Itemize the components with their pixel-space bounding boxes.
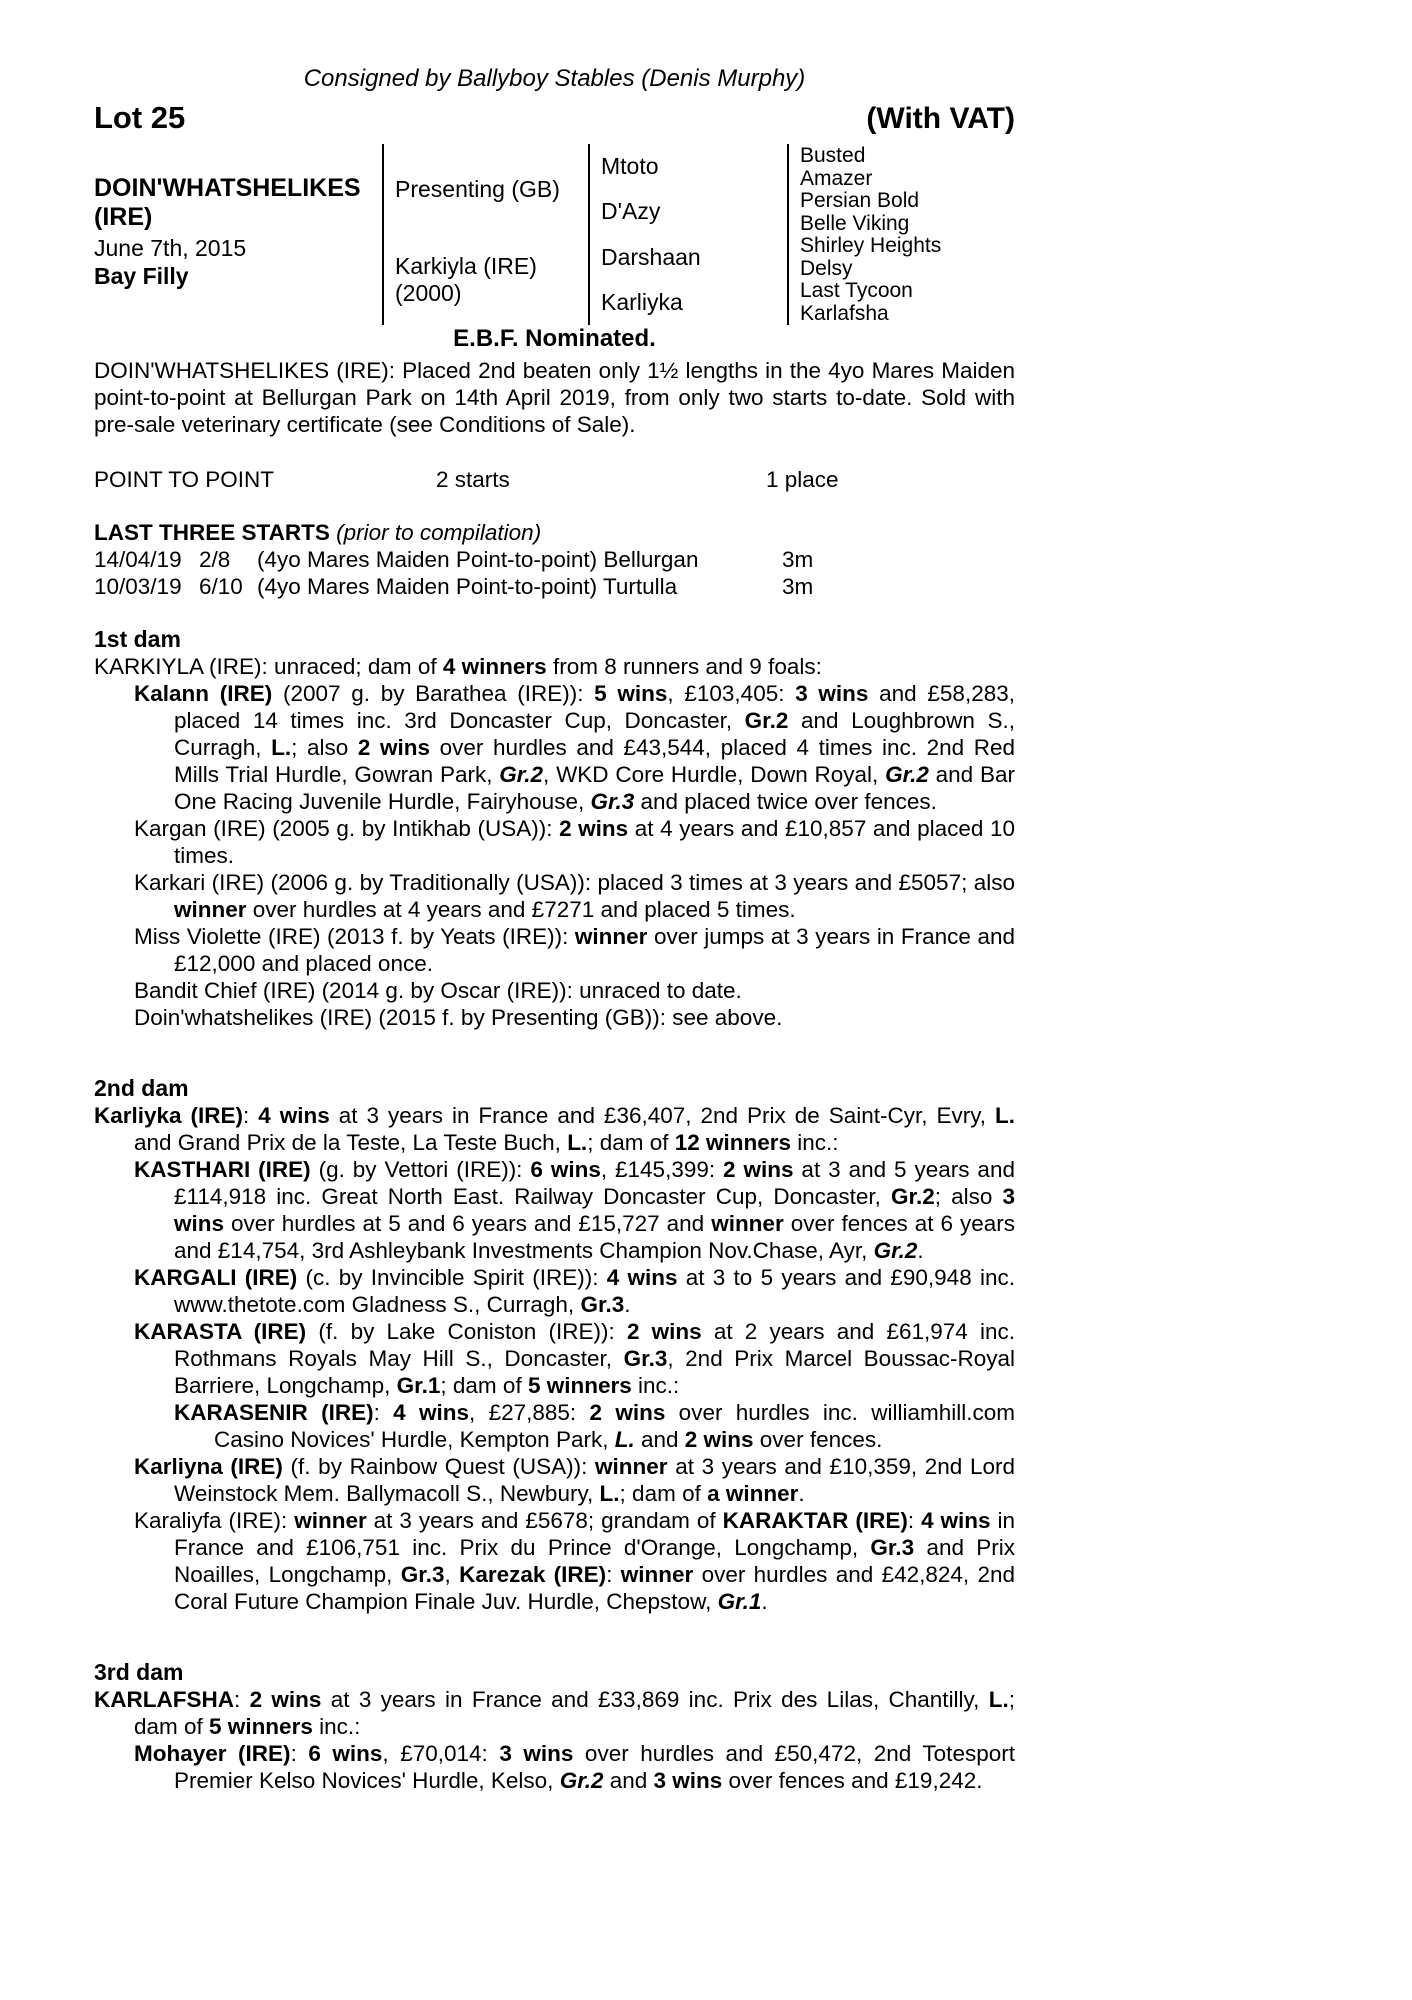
text-segment: and [603, 1768, 654, 1793]
pedigree-paragraph [94, 653, 1015, 680]
pedigree-parents-column [382, 144, 588, 325]
text-segment: KARASTA (IRE) [134, 1319, 307, 1344]
pedigree-paragraph [94, 1686, 1015, 1740]
pedigree-paragraph [94, 869, 1015, 923]
text-segment: . [917, 1238, 924, 1263]
great-grandparent-name: Amazer [800, 166, 873, 190]
text-segment: 3 wins [795, 681, 869, 706]
pedigree-paragraph [94, 977, 1015, 1004]
start-date: 10/03/19 [94, 574, 182, 599]
text-segment: , [444, 1562, 460, 1587]
text-segment: Gr.3 [400, 1562, 445, 1587]
text-segment: a winner [707, 1481, 799, 1506]
dam-section-heading: 1st dam [94, 626, 181, 652]
text-segment: over hurdles and £50,472, 2nd Totesport Premier Kelso Novices' Hurdle, Kelso, [174, 1741, 1015, 1793]
text-segment: L. [271, 735, 292, 760]
text-segment: 4 wins [921, 1508, 991, 1533]
text-segment: over fences and £19,242. [722, 1768, 983, 1793]
vat-note: (With VAT) [866, 102, 1015, 135]
text-segment: winner [595, 1454, 668, 1479]
text-segment: 2 wins [589, 1400, 666, 1425]
start-race: (4yo Mares Maiden Point-to-point) Turtulla [257, 574, 678, 599]
text-segment: Gr.2 [890, 1184, 935, 1209]
consignor-line: Consigned by Ballyboy Stables (Denis Murphy) [303, 65, 806, 92]
text-segment: . [624, 1292, 631, 1317]
pedigree-table [94, 144, 1015, 324]
text-segment: Karliyka (IRE) [94, 1103, 244, 1128]
start-row [94, 573, 1015, 600]
text-segment: Miss Violette (IRE) (2013 f. by Yeats (IRE)): [134, 924, 575, 949]
text-segment: : [373, 1400, 394, 1425]
text-segment: over hurdles and £43,544, placed 4 times inc. 2nd Red Mills Trial Hurdle, Gowran Park, [174, 735, 1016, 787]
text-segment: : [606, 1562, 621, 1587]
text-segment: in France and £106,751 inc. Prix du Prince d'Orange, Longchamp, [174, 1508, 1016, 1560]
text-segment: Gr.2 [885, 762, 929, 787]
pedigree-paragraph [94, 1318, 1015, 1399]
text-segment: 3 wins [653, 1768, 723, 1793]
text-segment: Kalann (IRE) [134, 681, 273, 706]
text-segment: inc.: [312, 1714, 361, 1739]
text-segment: winner [574, 924, 648, 949]
lot-number: Lot 25 [94, 100, 186, 135]
text-segment: and £58,283, placed 14 times inc. 3rd Doncaster Cup, Doncaster, [174, 681, 1015, 733]
text-segment: Mohayer (IRE) [134, 1741, 291, 1766]
foal-date: June 7th, 2015 [94, 235, 247, 261]
text-segment: Gr.3 [623, 1346, 668, 1371]
text-segment: and Prix Noailles, Longchamp, [174, 1535, 1016, 1587]
text-segment: inc.: [631, 1373, 680, 1398]
text-segment: (g. by Vettori (IRE)): [310, 1157, 531, 1182]
text-segment: DOIN'WHATSHELIKES (IRE): Placed 2nd beaten only 1½ lengths in the 4yo Mares Maiden point-to-point at Bellurgan Park on 14th April 2019, from only two starts to-date. Sold with pre-sale veterinary certificate (see Conditions of Sale). [94, 358, 1015, 437]
text-segment: L. [995, 1103, 1015, 1128]
text-segment: over hurdles and £42,824, 2nd Coral Future Champion Finale Juv. Hurdle, Chepstow, [174, 1562, 1015, 1614]
text-segment: winner [711, 1211, 784, 1236]
text-segment: : [243, 1103, 259, 1128]
text-segment: and Grand Prix de la Teste, La Teste Buch, [134, 1130, 568, 1155]
pedigree-paragraph [94, 1156, 1015, 1264]
text-segment: . [761, 1589, 768, 1614]
text-segment: Bandit Chief (IRE) (2014 g. by Oscar (IRE)): unraced to date. [134, 978, 742, 1003]
text-segment: : [234, 1687, 250, 1712]
start-position: 6/10 [199, 574, 243, 599]
text-segment: L. [614, 1427, 635, 1452]
record-starts: 2 starts [436, 467, 510, 492]
text-segment: and [634, 1427, 685, 1452]
pedigree-paragraph [94, 1004, 1015, 1031]
text-segment: Gr.2 [499, 762, 544, 787]
text-segment: Gr.3 [590, 789, 635, 814]
text-segment: Gr.2 [873, 1238, 918, 1263]
text-segment: Gr.1 [396, 1373, 441, 1398]
text-segment: 2 wins [723, 1157, 794, 1182]
text-segment: inc.: [791, 1130, 839, 1155]
text-segment: winner [174, 897, 247, 922]
dam-section [94, 626, 1015, 1031]
text-segment: KARGALI (IRE) [134, 1265, 298, 1290]
last-three-starts-heading [94, 519, 1015, 546]
text-segment: Karliyna (IRE) [134, 1454, 283, 1479]
pedigree-paragraph [94, 1740, 1015, 1794]
text-segment: (f. by Rainbow Quest (USA)): [282, 1454, 596, 1479]
text-segment: winner [294, 1508, 367, 1533]
start-distance: 3m [782, 574, 814, 599]
text-segment: (f. by Lake Coniston (IRE)): [306, 1319, 627, 1344]
catalogue-page [94, 0, 1015, 1794]
great-grandparent-name: Karlafsha [800, 301, 889, 325]
text-segment: and Bar One Racing Juvenile Hurdle, Fairyhouse, [174, 762, 1015, 814]
dam-section [94, 1075, 1015, 1615]
text-segment: over hurdles at 4 years and £7271 and placed 5 times. [246, 897, 796, 922]
text-segment: Gr.3 [580, 1292, 625, 1317]
text-segment: Karaliyfa (IRE): [134, 1508, 295, 1533]
text-segment: over jumps at 3 years in France and £12,000 and placed once. [174, 924, 1015, 976]
grandparent-name: Mtoto [601, 153, 659, 180]
text-segment: KARAKTAR (IRE) [722, 1508, 908, 1533]
great-grandparent-name: Persian Bold [800, 189, 920, 212]
ebf-nominated-note: E.B.F. Nominated. [453, 325, 656, 352]
last-three-starts-subtitle: (prior to compilation) [336, 520, 542, 545]
start-distance: 3m [782, 547, 814, 572]
text-segment: winner [620, 1562, 694, 1587]
text-segment: KARASENIR (IRE) [174, 1400, 374, 1425]
text-segment: 5 wins [594, 681, 668, 706]
text-segment: at 3 years and £5678; grandam of [366, 1508, 723, 1533]
text-segment: , £70,014: [382, 1741, 500, 1766]
text-segment: , £103,405: [667, 681, 796, 706]
text-segment: Gr.2 [744, 708, 789, 733]
text-segment: at 3 to 5 years and £90,948 inc. www.thetote.com Gladness S., Curragh, [174, 1265, 1015, 1317]
grandparent-name: Karliyka [601, 288, 683, 315]
start-position: 2/8 [199, 547, 231, 572]
text-segment: : [907, 1508, 922, 1533]
horse-name: DOIN'WHATSHELIKES (IRE) [94, 174, 361, 231]
text-segment: ; also [291, 735, 358, 760]
text-segment: at 3 years in France and £33,869 inc. Prix des Lilas, Chantilly, [321, 1687, 989, 1712]
pedigree-paragraph [94, 680, 1015, 815]
pedigree-grandparents-column [588, 144, 787, 325]
text-segment: 4 winners [442, 654, 547, 679]
text-segment: 2 wins [684, 1427, 754, 1452]
text-segment: 2 wins [249, 1687, 322, 1712]
text-segment: 5 winners [209, 1714, 313, 1739]
text-segment: , 2nd Prix Marcel Boussac-Royal Barriere, Longchamp, [174, 1346, 1015, 1398]
text-segment: Gr.2 [559, 1768, 604, 1793]
dam-section [94, 1659, 1015, 1794]
dam-section-heading: 3rd dam [94, 1659, 184, 1685]
dam-name: Karkiyla (IRE) (2000) [395, 252, 537, 306]
pedigree-paragraph [94, 1264, 1015, 1318]
great-grandparent-name: Delsy [800, 256, 853, 280]
text-segment: : [290, 1741, 309, 1766]
text-segment: L. [599, 1481, 620, 1506]
great-grandparent-name: Busted [800, 144, 866, 167]
text-segment: over hurdles at 5 and 6 years and £15,727 and [224, 1211, 712, 1236]
dam-sections [94, 626, 1015, 1794]
start-date: 14/04/19 [94, 547, 182, 572]
text-segment: , £145,399: [600, 1157, 724, 1182]
text-segment: L. [567, 1130, 588, 1155]
text-segment: . [798, 1481, 805, 1506]
text-segment: ; dam of [619, 1481, 708, 1506]
start-race: (4yo Mares Maiden Point-to-point) Bellurgan [257, 547, 699, 572]
text-segment: 2 wins [626, 1319, 702, 1344]
lot-row [94, 100, 1015, 136]
sire-name: Presenting (GB) [395, 175, 560, 202]
pedigree-paragraph [94, 1507, 1015, 1615]
text-segment: (2007 g. by Barathea (IRE)): [272, 681, 595, 706]
pedigree-great-grandparents-column [787, 144, 1015, 325]
text-segment: from 8 runners and 9 foals: [546, 654, 822, 679]
text-segment: 3 wins [174, 1184, 1015, 1236]
text-segment: at 4 years and £10,857 and placed 10 times. [174, 816, 1015, 868]
text-segment: ; dam of [440, 1373, 528, 1398]
text-segment: over fences at 6 years and £14,754, 3rd Ashleybank Investments Champion Nov.Chase, Ayr, [174, 1211, 1015, 1263]
text-segment: (c. by Invincible Spirit (IRE)): [297, 1265, 607, 1290]
text-segment: ; dam of [587, 1130, 675, 1155]
record-places: 1 place [766, 467, 839, 492]
text-segment: 2 wins [357, 735, 430, 760]
text-segment: at 3 years and £10,359, 2nd Lord Weinstock Mem. Ballymacoll S., Newbury, [174, 1454, 1015, 1506]
last-three-starts-title: LAST THREE STARTS [94, 520, 330, 545]
text-segment: 6 wins [530, 1157, 601, 1182]
text-segment: , WKD Core Hurdle, Down Royal, [543, 762, 886, 787]
text-segment: Karkari (IRE) (2006 g. by Traditionally (USA)): placed 3 times at 3 years and £5057; also [134, 870, 1015, 895]
last-three-starts-rows [94, 546, 1015, 600]
text-segment: and placed twice over fences. [634, 789, 937, 814]
text-segment: 3 wins [499, 1741, 574, 1766]
sale-description [94, 357, 1015, 438]
dam-section-heading: 2nd dam [94, 1075, 189, 1101]
text-segment: Doin'whatshelikes (IRE) (2015 f. by Presenting (GB)): see above. [134, 1005, 783, 1030]
text-segment: Gr.1 [717, 1589, 762, 1614]
pedigree-subject-column [94, 144, 382, 325]
pedigree-paragraph [94, 1102, 1015, 1156]
text-segment: 2 wins [559, 816, 629, 841]
text-segment: Kargan (IRE) (2005 g. by Intikhab (USA)): [134, 816, 560, 841]
text-segment: over hurdles inc. williamhill.com Casino Novices' Hurdle, Kempton Park, [214, 1400, 1015, 1452]
pedigree-paragraph [94, 815, 1015, 869]
great-grandparent-name: Last Tycoon [800, 279, 913, 302]
text-segment: ; also [934, 1184, 1003, 1209]
text-segment: KARLAFSHA [94, 1687, 234, 1712]
text-segment: 12 winners [674, 1130, 792, 1155]
text-segment: at 2 years and £61,974 inc. Rothmans Royals May Hill S., Doncaster, [174, 1319, 1015, 1371]
pedigree-paragraph [94, 1453, 1015, 1507]
pedigree-paragraph [94, 1399, 1015, 1453]
great-grandparent-name: Belle Viking [800, 211, 910, 235]
text-segment: KARKIYLA (IRE): unraced; dam of [94, 654, 443, 679]
text-segment: over fences. [753, 1427, 883, 1452]
text-segment: Gr.3 [870, 1535, 915, 1560]
text-segment: 4 wins [393, 1400, 470, 1425]
text-segment: at 3 years in France and £36,407, 2nd Prix de Saint-Cyr, Evry, [329, 1103, 995, 1128]
text-segment: 4 wins [606, 1265, 678, 1290]
start-row [94, 546, 1015, 573]
race-record-row [94, 466, 1015, 493]
grandparent-name: D'Azy [601, 198, 661, 225]
record-category: POINT TO POINT [94, 467, 275, 492]
text-segment: and Loughbrown S., Curragh, [174, 708, 1015, 760]
horse-sex-colour: Bay Filly [94, 263, 189, 289]
text-segment: 6 wins [308, 1741, 383, 1766]
text-segment: KASTHARI (IRE) [134, 1157, 311, 1182]
text-segment: Karezak (IRE) [459, 1562, 607, 1587]
text-segment: , £27,885: [469, 1400, 590, 1425]
text-segment: 5 winners [527, 1373, 632, 1398]
text-segment: 4 wins [258, 1103, 330, 1128]
text-segment: at 3 and 5 years and £114,918 inc. Great North East. Railway Doncaster Cup, Doncaster, [174, 1157, 1015, 1209]
grandparent-name: Darshaan [601, 243, 701, 270]
text-segment: L. [988, 1687, 1009, 1712]
great-grandparent-name: Shirley Heights [800, 234, 942, 257]
pedigree-paragraph [94, 923, 1015, 977]
text-segment: ; dam of [134, 1687, 1015, 1739]
